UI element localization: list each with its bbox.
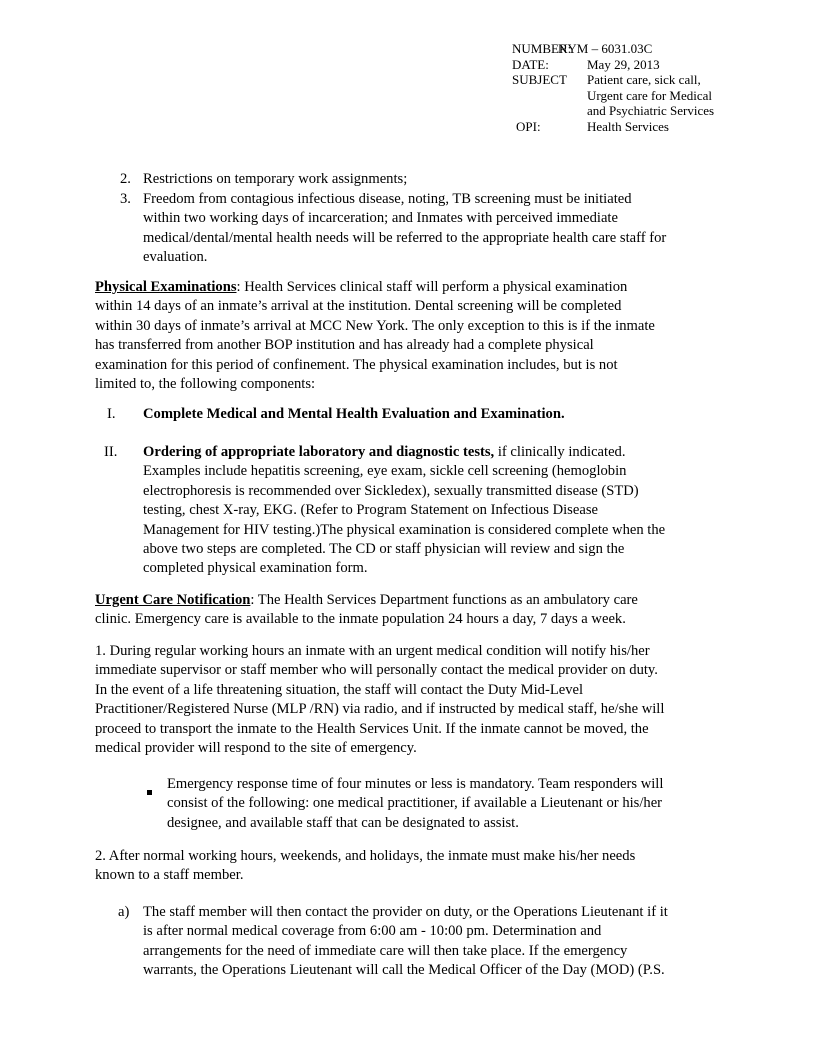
text-line: Practitioner/Registered Nurse (MLP /RN) via radio, and if instructed by medical staff, he/she will <box>95 701 665 718</box>
list-marker: I. <box>107 406 116 422</box>
date-label: DATE: <box>512 56 549 72</box>
text-line: Examples include hepatitis screening, eye exam, sickle cell screening (hemoglobin <box>143 463 627 480</box>
text-line: : Health Services clinical staff will perform a physical examination <box>236 279 628 295</box>
opi-label: OPI: <box>516 118 541 134</box>
bold-text: Ordering of appropriate laboratory and diagnostic tests, <box>143 444 495 460</box>
text-line: Emergency response time of four minutes or less is mandatory. Team responders will <box>167 776 664 792</box>
bullet-icon <box>147 790 152 795</box>
opi-value: Health Services <box>587 118 669 134</box>
subject-label: SUBJECT <box>512 72 567 88</box>
list-item <box>120 170 408 189</box>
text-line: above two steps are completed. The CD or staff physician will review and sign the <box>143 540 625 557</box>
text-line: examination for this period of confinement. The physical examination includes, but is not <box>95 356 618 373</box>
date-value: May 29, 2013 <box>587 56 660 72</box>
subject-line: Urgent care for Medical <box>587 87 713 103</box>
text-line: proceed to transport the inmate to the Health Services Unit. If the inmate cannot be moved, the <box>95 720 649 737</box>
text-line: 1. During regular working hours an inmate with an urgent medical condition will notify his/her <box>95 643 650 659</box>
list-marker: a) <box>118 904 130 920</box>
number-value: NYM – 6031.03C <box>558 41 653 56</box>
text-line: clinic. Emergency care is available to the inmate population 24 hours a day, 7 days a week. <box>95 611 626 628</box>
text-line: medical/dental/mental health needs will be referred to the appropriate health care staff for <box>143 229 667 246</box>
list-item-a <box>118 903 668 981</box>
text-line: completed physical examination form. <box>143 560 368 577</box>
text-line: designee, and available staff that can be designated to assist. <box>167 814 519 831</box>
text-line: evaluation. <box>143 249 208 266</box>
text-line: is after normal medical coverage from 6:00 am - 10:00 pm. Determination and <box>143 923 602 940</box>
text-line: consist of the following: one medical practitioner, if available a Lieutenant or his/her <box>167 795 663 812</box>
text-line: Restrictions on temporary work assignments; <box>143 171 408 187</box>
text-line: Management for HIV testing.)The physical examination is considered complete when the <box>143 521 666 538</box>
text-line: has transferred from another BOP institution and has already had a complete physical <box>95 337 594 354</box>
number-label: NUMBER: <box>512 41 572 56</box>
bullet-item <box>167 775 663 833</box>
section-heading: Physical Examinations <box>95 279 237 295</box>
paragraph-2 <box>95 847 635 886</box>
text-line: electrophoresis is recommended over Sickledex), sexually transmitted disease (STD) <box>143 482 639 499</box>
physical-examinations-paragraph <box>95 278 655 394</box>
list-marker: 3. <box>120 191 131 207</box>
text-line: The staff member will then contact the provider on duty, or the Operations Lieutenant if it <box>143 904 668 920</box>
roman-item <box>107 405 565 424</box>
text-line: testing, chest X-ray, EKG. (Refer to Program Statement on Infectious Disease <box>143 502 598 519</box>
text-line: : The Health Services Department functions as an ambulatory care <box>250 592 638 608</box>
text-line: warrants, the Operations Lieutenant will call the Medical Officer of the Day (MOD) (P.S. <box>143 962 665 979</box>
text-line: within 14 days of an inmate’s arrival at the institution. Dental screening will be completed <box>95 298 622 315</box>
list-item <box>120 190 667 268</box>
subject-line: Patient care, sick call, <box>587 72 701 88</box>
text-line: if clinically indicated. <box>494 444 626 460</box>
text-line: 2. After normal working hours, weekends, and holidays, the inmate must make his/her needs <box>95 848 636 864</box>
text-line: known to a staff member. <box>95 867 244 884</box>
subject-line: and Psychiatric Services <box>587 103 715 119</box>
text-line: Freedom from contagious infectious disease, noting, TB screening must be initiated <box>143 191 632 207</box>
text-line: arrangements for the need of immediate care will then take place. If the emergency <box>143 942 628 959</box>
text-line: immediate supervisor or staff member who will personally contact the medical provider on duty. <box>95 662 658 679</box>
list-marker: II. <box>104 444 118 460</box>
text-line: In the event of a life threatening situation, the staff will contact the Duty Mid-Level <box>95 681 584 698</box>
text-line: within two working days of incarceration; and Inmates with perceived immediate <box>143 210 618 227</box>
list-marker: 2. <box>120 171 131 187</box>
section-heading: Urgent Care Notification <box>95 592 251 608</box>
paragraph-1 <box>95 642 664 758</box>
roman-item <box>104 443 666 579</box>
text-line: within 30 days of inmate’s arrival at MCC New York. The only exception to this is if the inmate <box>95 317 655 334</box>
text-line: limited to, the following components: <box>95 375 316 392</box>
bold-text: Complete Medical and Mental Health Evaluation and Examination. <box>143 406 565 422</box>
urgent-care-paragraph <box>95 591 638 630</box>
text-line: medical provider will respond to the site of emergency. <box>95 739 417 756</box>
